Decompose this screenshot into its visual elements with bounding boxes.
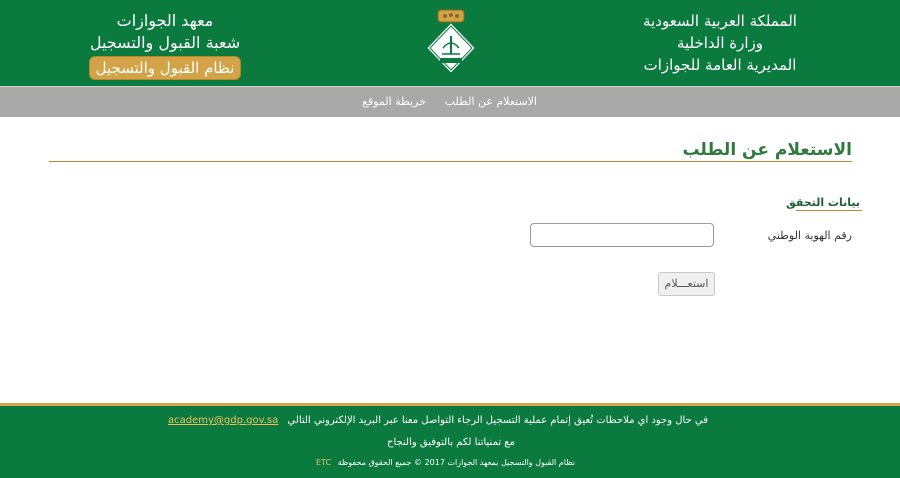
national-id-input[interactable] — [530, 223, 714, 247]
kingdom-title: المملكة العربية السعودية — [643, 12, 797, 30]
system-badge: نظام القبول والتسجيل — [89, 56, 242, 80]
etc-credit: ETC — [316, 458, 332, 467]
jawazat-emblem-icon — [418, 8, 484, 80]
institute-title: معهد الجوازات — [116, 11, 214, 30]
footer-wishes: مع تمنياتنا لكم بالتوفيق والنجاح — [387, 437, 515, 448]
section-divider — [796, 210, 862, 211]
directorate-title: المديرية العامة للجوازات — [643, 56, 797, 74]
inquiry-button[interactable]: استعـــلام — [658, 272, 715, 296]
national-id-label: رقم الهوية الوطني — [767, 229, 852, 242]
page-title: الاستعلام عن الطلب — [682, 140, 852, 160]
main-nav — [0, 86, 900, 117]
site-footer — [0, 403, 900, 478]
contact-email-link[interactable]: academy@gdp.gov.sa — [167, 415, 279, 426]
institute-titles — [80, 10, 250, 80]
department-title: شعبة القبول والتسجيل — [89, 33, 241, 52]
ministry-titles — [620, 10, 820, 76]
footer-copyright — [316, 458, 575, 467]
footer-notice-text: في حال وجود اي ملاحظات تُعيق إتمام عملية التسجيل الرجاء التواصل معنا عبر البريد الإلكتروني التالي — [287, 415, 708, 426]
section-title: بيانات التحقق — [785, 196, 860, 209]
nav-item-site-map[interactable]: خريطة الموقع — [362, 95, 426, 108]
footer-notice — [168, 415, 708, 426]
copyright-text: نظام القبول والتسجيل بمعهد الجوازات 2017 © جميع الحقوق محفوظة — [337, 458, 575, 467]
nav-item-request-inquiry[interactable]: الاستعلام عن الطلب — [444, 95, 537, 108]
site-header — [0, 0, 900, 86]
ministry-title: وزارة الداخلية — [676, 34, 764, 52]
title-divider — [49, 161, 852, 162]
